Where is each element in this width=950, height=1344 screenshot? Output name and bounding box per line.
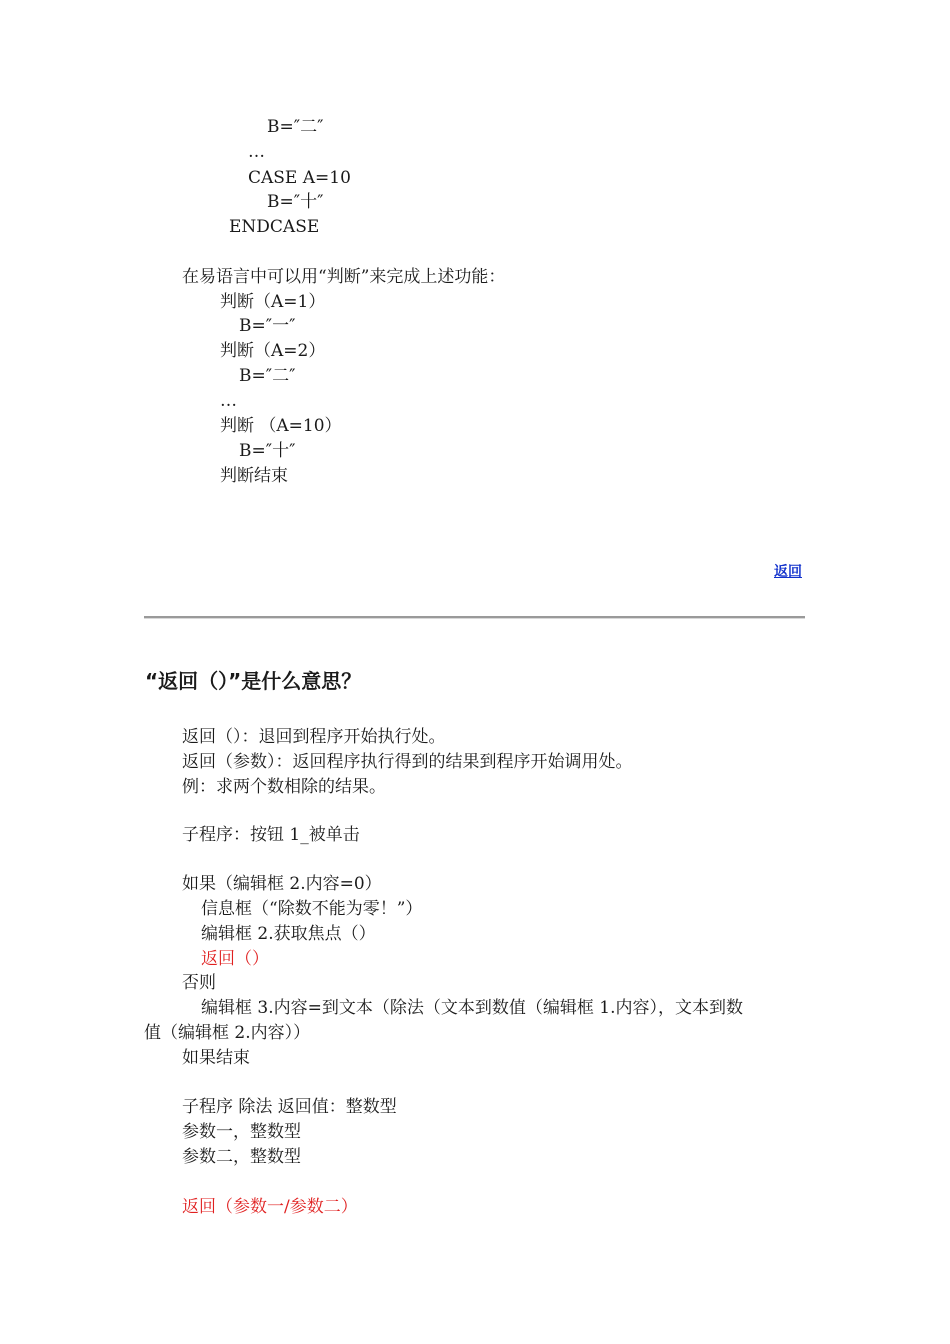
code-line: ENDCASE [229, 217, 320, 237]
desc-line: 返回（参数）：返回程序执行得到的结果到程序开始调用处。 [182, 752, 633, 772]
code-line: 编辑框 3.内容=到文本（除法（文本到数值（编辑框 1.内容），文本到数 [201, 998, 743, 1018]
code-line: 如果结束 [182, 1048, 250, 1068]
subroutine-line: 子程序：按钮 1_被单击 [182, 825, 360, 845]
desc-line: 例：求两个数相除的结果。 [182, 777, 386, 797]
code-line: 判断结束 [220, 466, 288, 486]
code-line: 信息框（“除数不能为零！”） [201, 899, 423, 919]
code-line: … [220, 391, 237, 411]
code-line: CASE A=10 [248, 168, 351, 188]
code-line: 判断 （A=10） [220, 416, 342, 436]
code-line: B=″二″ [239, 366, 296, 386]
code-line: B=″十″ [267, 192, 324, 212]
code-line-highlight: 返回（） [201, 949, 269, 969]
code-line: 值（编辑框 2.内容）） [144, 1023, 311, 1043]
code-line: … [248, 142, 265, 162]
divider [144, 616, 805, 619]
code-line: 判断（A=1） [220, 292, 326, 312]
section-heading: “返回（）”是什么意思？ [145, 669, 362, 693]
code-line: 判断（A=2） [220, 341, 326, 361]
code-line: 子程序 除法 返回值：整数型 [182, 1097, 397, 1117]
intro-text: 在易语言中可以用“判断”来完成上述功能： [182, 267, 506, 287]
code-line: 如果（编辑框 2.内容=0） [182, 874, 382, 894]
code-line: 参数二，整数型 [182, 1147, 301, 1167]
return-link[interactable]: 返回 [774, 564, 802, 580]
code-line-highlight: 返回（参数一/参数二） [182, 1197, 358, 1217]
desc-line: 返回（）：退回到程序开始执行处。 [182, 727, 446, 747]
code-line: B=″十″ [239, 441, 296, 461]
code-line: 参数一，整数型 [182, 1122, 301, 1142]
code-line: 编辑框 2.获取焦点（） [201, 924, 376, 944]
code-line: 否则 [182, 973, 216, 993]
code-line: B=″一″ [239, 316, 296, 336]
code-line: B=″二″ [267, 117, 324, 137]
